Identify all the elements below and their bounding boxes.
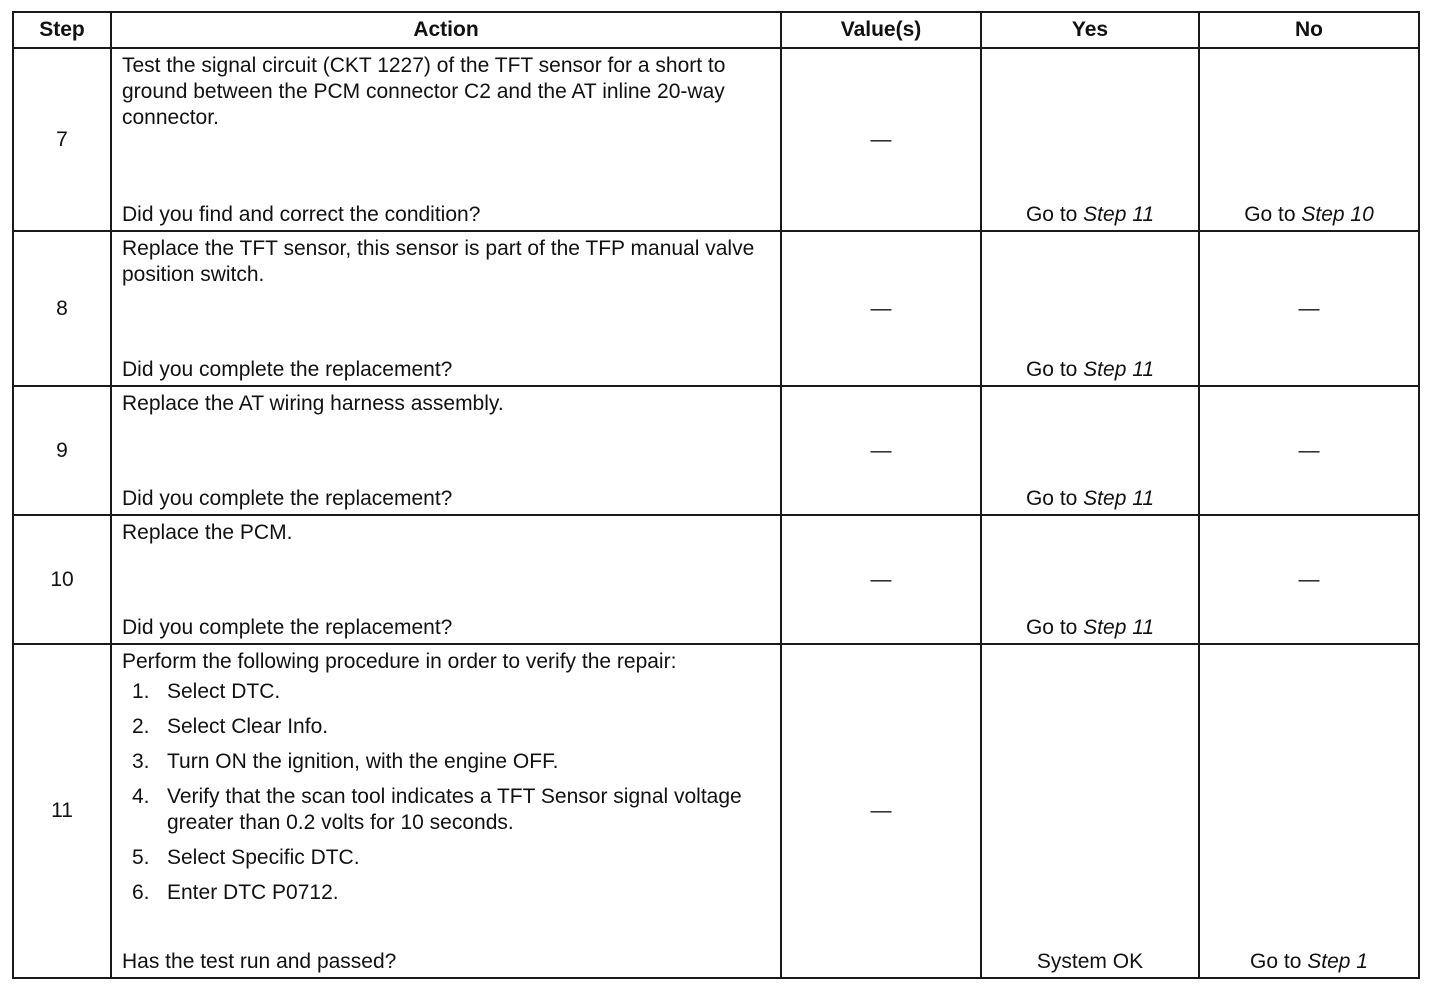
step-number: 11: [13, 644, 111, 978]
procedure-step-text: Select Specific DTC.: [167, 846, 360, 869]
yes-cell: [981, 515, 1199, 644]
yes-cell: [981, 644, 1199, 978]
no-cell: [1199, 644, 1419, 978]
step-reference: Step 11: [1083, 616, 1155, 639]
goto-prefix: Go to: [1250, 950, 1308, 973]
yes-goto: [982, 357, 1198, 383]
header-step: Step: [13, 12, 111, 48]
action-text: Test the signal circuit (CKT 1227) of the TFT sensor for a short to ground between the PCM connector C2 and the AT inline 20-way connector.: [122, 54, 726, 129]
action-cell: [111, 644, 781, 978]
header-row: [13, 12, 1419, 48]
step-number: 8: [13, 231, 111, 386]
header-no: No: [1199, 12, 1419, 48]
goto-prefix: Go to: [1025, 487, 1084, 510]
procedure-step-text: Verify that the scan tool indicates a TFT Sensor signal voltage greater than 0.2 volts for 10 seconds.: [167, 785, 742, 834]
header-values: Value(s): [781, 12, 981, 48]
procedure-step: [132, 679, 780, 705]
yes-result: System OK: [1036, 950, 1144, 973]
goto-prefix: Go to: [1025, 203, 1084, 226]
action-question: Did you complete the replacement?: [122, 487, 453, 510]
table-row-step-11: [13, 644, 1419, 978]
procedure-step-number: 4.: [132, 785, 150, 808]
no-cell: [1199, 48, 1419, 231]
yes-cell: [981, 48, 1199, 231]
table-row-step-9: [13, 386, 1419, 515]
action-cell: [111, 386, 781, 515]
step-reference: Step 11: [1083, 358, 1155, 381]
yes-goto: [982, 615, 1198, 641]
value-cell: —: [781, 644, 981, 978]
table-row-step-7: [13, 48, 1419, 231]
step-number: 10: [13, 515, 111, 644]
header-action: Action: [111, 12, 781, 48]
diagnostic-table: [12, 11, 1420, 979]
action-text: Replace the TFT sensor, this sensor is part of the TFP manual valve position switch.: [122, 237, 755, 286]
step-number: 9: [13, 386, 111, 515]
action-cell: [111, 231, 781, 386]
no-cell: —: [1199, 231, 1419, 386]
goto-prefix: Go to: [1244, 203, 1302, 226]
procedure-step-number: 1.: [132, 680, 150, 703]
action-text: Replace the PCM.: [122, 521, 293, 544]
no-goto: [1200, 949, 1418, 975]
step-reference: Step 1: [1307, 950, 1368, 973]
procedure-step-number: 2.: [132, 715, 150, 738]
table-row-step-10: [13, 515, 1419, 644]
procedure-step: [132, 714, 780, 740]
procedure-step-text: Enter DTC P0712.: [167, 881, 339, 904]
step-number: 7: [13, 48, 111, 231]
yes-cell: [981, 386, 1199, 515]
action-question: Did you find and correct the condition?: [122, 203, 481, 226]
procedure-step-text: Turn ON the ignition, with the engine OFF.: [167, 750, 559, 773]
no-cell: —: [1199, 386, 1419, 515]
header-yes: Yes: [981, 12, 1199, 48]
goto-prefix: Go to: [1025, 616, 1084, 639]
action-text: Replace the AT wiring harness assembly.: [122, 392, 504, 415]
value-cell: —: [781, 386, 981, 515]
goto-prefix: Go to: [1025, 358, 1084, 381]
procedure-step: [132, 845, 780, 871]
action-question: Did you complete the replacement?: [122, 358, 453, 381]
action-text: Perform the following procedure in order to verify the repair:: [122, 650, 677, 673]
no-goto: [1200, 202, 1418, 228]
step-reference: Step 10: [1301, 203, 1374, 226]
value-cell: —: [781, 48, 981, 231]
procedure-step-text: Select DTC.: [167, 680, 281, 703]
yes-cell: [981, 231, 1199, 386]
action-question: Did you complete the replacement?: [122, 616, 453, 639]
procedure-list: [112, 679, 780, 906]
step-reference: Step 11: [1083, 203, 1155, 226]
procedure-step: [132, 784, 780, 836]
action-cell: [111, 515, 781, 644]
value-cell: —: [781, 515, 981, 644]
procedure-step-number: 6.: [132, 881, 150, 904]
yes-goto: [982, 202, 1198, 228]
procedure-step-number: 3.: [132, 750, 150, 773]
procedure-step: [132, 880, 780, 906]
step-reference: Step 11: [1083, 487, 1155, 510]
no-cell: —: [1199, 515, 1419, 644]
action-question: Has the test run and passed?: [122, 950, 397, 973]
action-cell: [111, 48, 781, 231]
procedure-step: [132, 749, 780, 775]
yes-goto: [982, 486, 1198, 512]
value-cell: —: [781, 231, 981, 386]
procedure-step-text: Select Clear Info.: [167, 715, 329, 738]
procedure-step-number: 5.: [132, 846, 150, 869]
table-row-step-8: [13, 231, 1419, 386]
